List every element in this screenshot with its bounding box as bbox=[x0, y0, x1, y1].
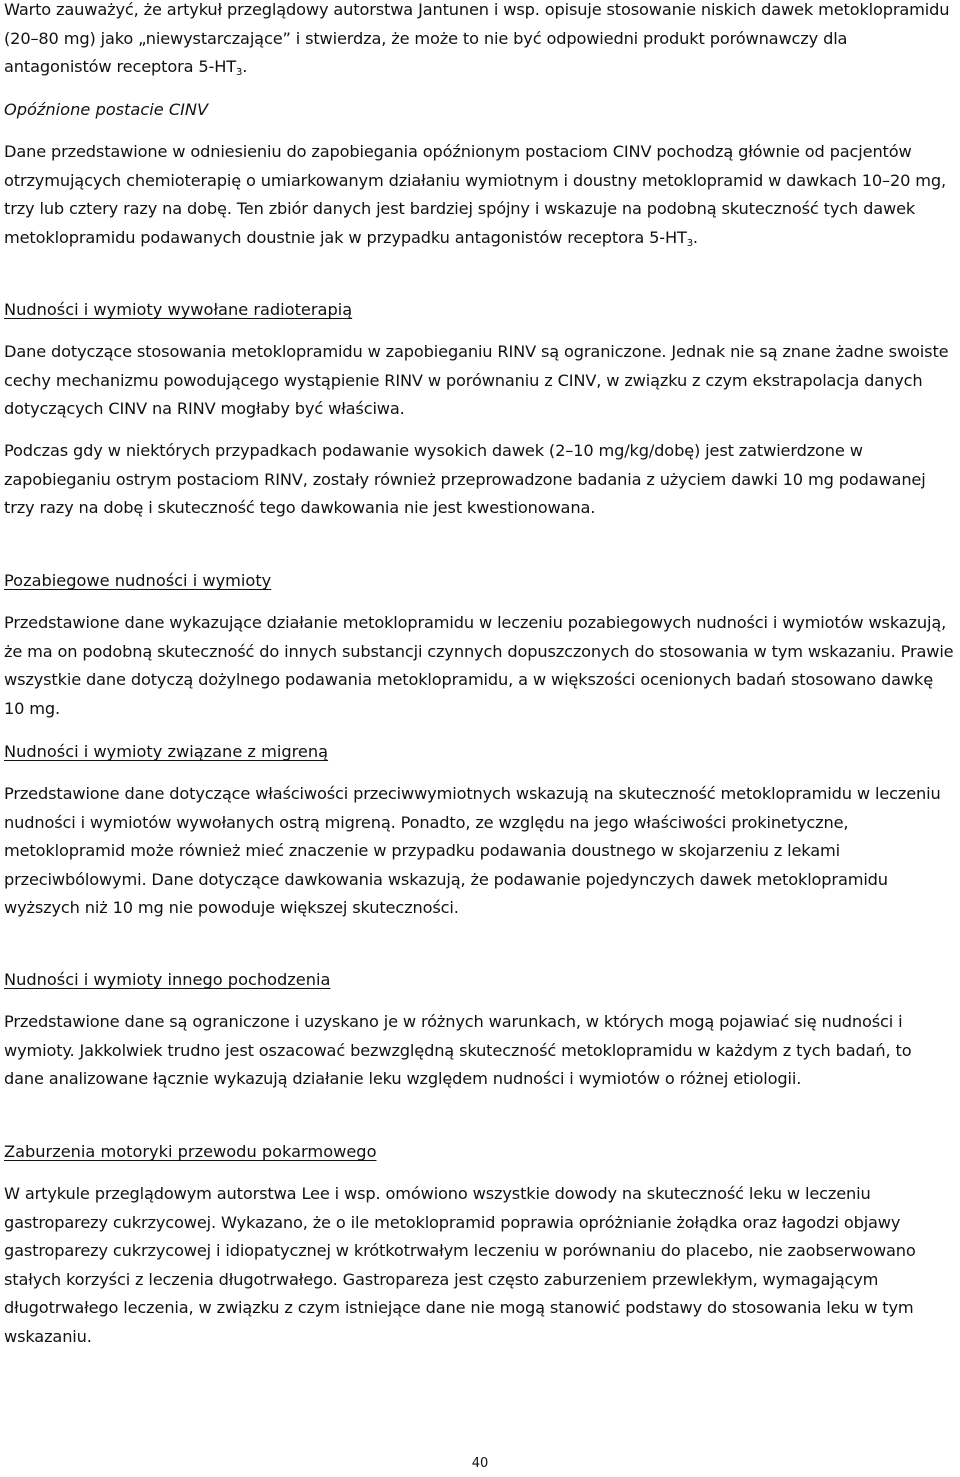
heading-other-origin: Nudności i wymioty innego pochodzenia bbox=[4, 970, 331, 989]
paragraph-migraine: Przedstawione dane dotyczące właściwości przeciwwymiotnych wskazują na skuteczność metoklopramidu w leczeniu nudności i wymiotów wywołanych ostrą migreną. Ponadto, ze względu na jego właściwości prokinetyczne, metoklopramid może również mieć znaczenie w przypadku podawania doustnego w skojarzeniu z lekami przeciwbólowymi. Dane dotyczące dawkowania wskazują, że podawanie pojedynczych dawek metoklopramidu wyższych niż 10 mg nie powoduje większej skuteczności. bbox=[4, 784, 941, 917]
paragraph-jantunen bbox=[4, 0, 956, 82]
paragraph-postoperative: Przedstawione dane wykazujące działanie metoklopramidu w leczeniu pozabiegowych nudności i wymiotów wskazują, że ma on podobną skuteczność do innych substancji czynnych dopuszczonych do stosowania w tym wskazaniu. Prawie wszystkie dane dotyczą dożylnego podawania metoklopramidu, a w większości ocenionych badań stosowano dawkę 10 mg. bbox=[4, 613, 954, 718]
paragraph-rinv: Dane dotyczące stosowania metoklopramidu w zapobieganiu RINV są ograniczone. Jednak nie są znane żadne swoiste cechy mechanizmu powodującego wystąpienie RINV w porównaniu z CINV, w związku z czym ekstrapolacja danych dotyczących CINV na RINV mogłaby być właściwa. bbox=[4, 342, 949, 418]
paragraph-delayed-cinv bbox=[4, 138, 956, 252]
paragraph-end: . bbox=[692, 227, 698, 247]
paragraph-end: . bbox=[242, 57, 248, 76]
paragraph-gi-motility: W artykule przeglądowym autorstwa Lee i wsp. omówiono wszystkie dowody na skuteczność leku w leczeniu gastroparezy cukrzycowej. Wykazano, że o ile metoklopramid poprawia opróżnianie żołądka oraz łagodzi objawy gastroparezy cukrzycowej i idiopatycznej w krótkotrwałym leczeniu w porównaniu do placebo, nie zaobserwowano stałych korzyści z leczenia długotrwałego. Gastropareza jest często zaburzeniem przewlekłym, wymagającym długotrwałego leczenia, w związku z czym istniejące dane nie mogą stanowić podstawy do stosowania leku w tym wskazaniu. bbox=[4, 1184, 916, 1346]
paragraph-delayed-cinv-text: Dane przedstawione w odniesieniu do zapobiegania opóźnionym postaciom CINV pochodzą głównie od pacjentów otrzymujących chemioterapię o umiarkowanym działaniu wymiotnym i doustny metoklopramid w dawkach 10–20 mg, trzy lub cztery razy na dobę. Ten zbiór danych jest bardziej spójny i wskazuje na podobną skuteczność tych dawek metoklopramidu podawanych doustnie jak w przypadku antagonistów receptora 5-HT bbox=[4, 142, 946, 247]
heading-delayed-cinv: Opóźnione postacie CINV bbox=[4, 100, 209, 119]
heading-migraine: Nudności i wymioty związane z migreną bbox=[4, 742, 329, 761]
paragraph-jantunen-text: Warto zauważyć, że artykuł przeglądowy autorstwa Jantunen i wsp. opisuje stosowanie niskich dawek metoklopramidu (20–80 mg) jako „niewystarczające” i stwierdza, że może to nie być odpowiedni produkt porównawczy dla antagonistów receptora 5-HT bbox=[4, 0, 950, 76]
heading-gi-motility: Zaburzenia motoryki przewodu pokarmowego bbox=[4, 1142, 377, 1161]
page-number: 40 bbox=[471, 1456, 489, 1471]
heading-postoperative: Pozabiegowe nudności i wymioty bbox=[4, 571, 272, 590]
paragraph-rinv-dosing: Podczas gdy w niektórych przypadkach podawanie wysokich dawek (2–10 mg/kg/dobę) jest zatwierdzone w zapobieganiu ostrym postaciom RINV, zostały również przeprowadzone badania z użyciem dawki 10 mg podawanej trzy razy na dobę i skuteczność tego dawkowania nie jest kwestionowana. bbox=[4, 441, 926, 517]
paragraph-other-origin: Przedstawione dane są ograniczone i uzyskano je w różnych warunkach, w których mogą pojawiać się nudności i wymioty. Jakkolwiek trudno jest oszacować bezwzględną skuteczność metoklopramidu w każdym z tych badań, to dane analizowane łącznie wykazują działanie leku względem nudności i wymiotów o różnej etiologii. bbox=[4, 1012, 912, 1088]
heading-radiotherapy: Nudności i wymioty wywołane radioterapią bbox=[4, 300, 353, 319]
receptor-subscript: 3 bbox=[686, 237, 693, 249]
receptor-subscript: 3 bbox=[235, 67, 243, 78]
